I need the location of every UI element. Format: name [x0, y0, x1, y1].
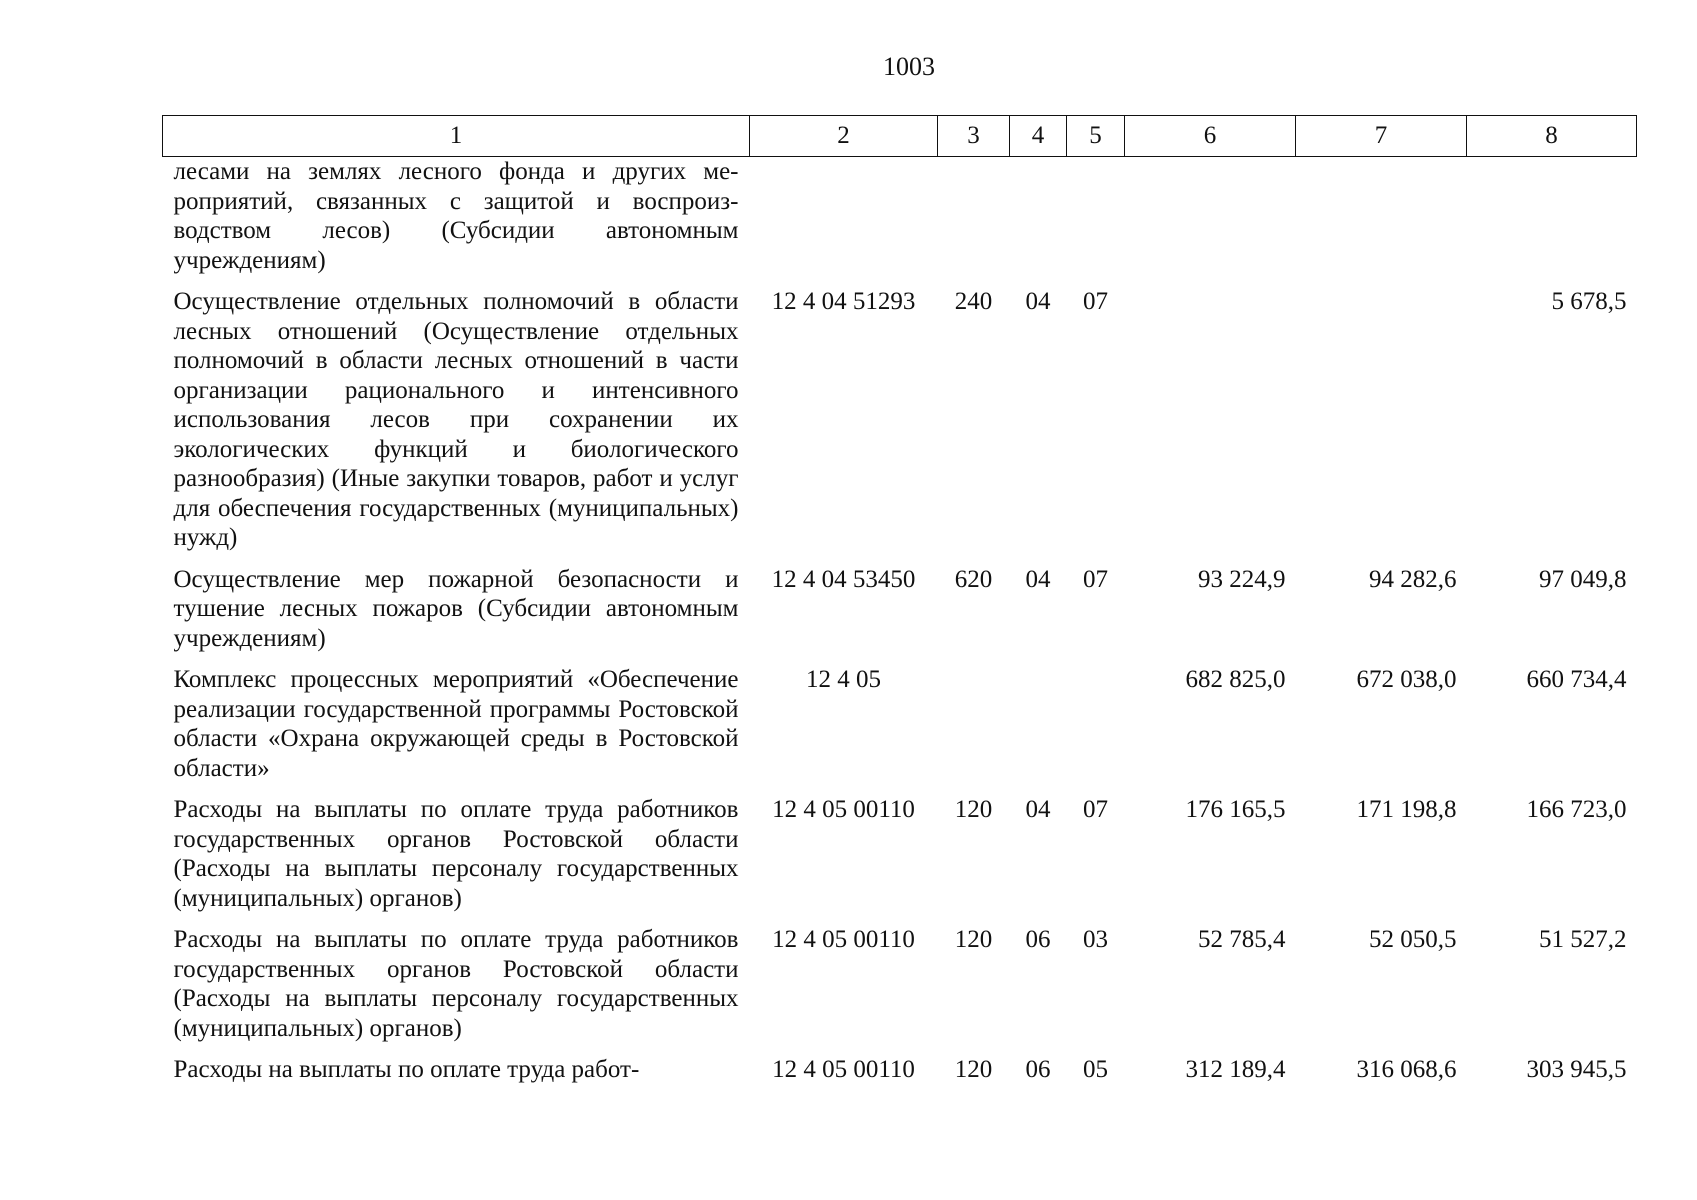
column-header-6: 6: [1125, 116, 1296, 157]
row-amount-year3: 5 678,5: [1551, 288, 1627, 315]
row-name: лесами на землях лесного фонда и других мероприятий, связанных с защитой и воспроизводством лесов) (Субсидии автономным учреждениям): [173, 158, 739, 274]
budget-table: [162, 115, 1637, 1097]
row-amount-year1: [1125, 157, 1296, 288]
row-expense-type: 620: [954, 565, 993, 593]
header-row: [163, 116, 1637, 157]
table-row: [163, 665, 1637, 795]
row-name: Комплекс процессных мероприятий «Обеспечение реализации государственной программы Ростовской области «Охрана окружающей среды в Ростовской области»: [173, 666, 739, 782]
row-section: [1010, 157, 1067, 288]
row-name: Осуществление мер пожарной безопасности и тушение лесных пожаров (Субсидии автономным учреждениям): [173, 565, 739, 652]
row-subsection: 03: [1083, 926, 1108, 953]
row-name: Расходы на выплаты по оплате труда работ-: [173, 1056, 640, 1083]
row-amount-year3: [1467, 157, 1637, 288]
row-code: 12 4 05 00110: [772, 1056, 915, 1083]
column-header-7: 7: [1296, 116, 1467, 157]
row-code: 12 4 05: [806, 666, 881, 693]
row-section: 04: [1025, 796, 1051, 823]
row-expense-type: 120: [954, 926, 993, 953]
row-amount-year2: 672 038,0: [1356, 666, 1457, 693]
row-amount-year1: 93 224,9: [1198, 565, 1286, 593]
row-amount-year1: 176 165,5: [1185, 796, 1286, 823]
row-subsection: 05: [1083, 1056, 1108, 1083]
table-row: [163, 565, 1637, 666]
row-amount-year3: 166 723,0: [1526, 796, 1627, 823]
row-subsection: 07: [1083, 796, 1108, 823]
row-section: 06: [1025, 926, 1051, 953]
row-expense-type: 120: [954, 796, 993, 823]
page-number: 1003: [883, 52, 935, 81]
row-section: [1010, 665, 1067, 795]
row-expense-type: [938, 157, 1010, 288]
table-row: [163, 287, 1637, 565]
row-amount-year3: 660 734,4: [1526, 666, 1627, 693]
row-name: Осуществление отдельных полномочий в области лесных отношений (Осуществление отдельных полномочий в области лесных отношений в части организации рационального и интенсивного использования лесов при сохранении их экологических функций и биологического разнообразия) (Иные закупки товаров, работ и услуг для обеспечения государственных (муниципальных) нужд): [173, 288, 739, 551]
table-body: [163, 157, 1637, 1097]
table-header: [163, 116, 1637, 157]
row-amount-year1: 682 825,0: [1185, 666, 1286, 693]
row-code: 12 4 04 51293: [771, 288, 916, 315]
row-amount-year2: 171 198,8: [1356, 796, 1457, 823]
row-amount-year2: 316 068,6: [1356, 1056, 1457, 1083]
row-code: 12 4 05 00110: [772, 926, 915, 953]
table-row: [163, 157, 1637, 288]
row-amount-year2: [1296, 157, 1467, 288]
row-section: 06: [1025, 1056, 1051, 1083]
row-amount-year3: 303 945,5: [1526, 1056, 1627, 1083]
row-amount-year3: 97 049,8: [1539, 565, 1627, 593]
table-row: [163, 795, 1637, 925]
row-amount-year3: 51 527,2: [1539, 926, 1627, 953]
row-expense-type: 240: [954, 288, 993, 315]
column-header-2: 2: [750, 116, 938, 157]
column-header-3: 3: [938, 116, 1010, 157]
row-code: [750, 157, 938, 288]
row-section: 04: [1025, 288, 1051, 315]
row-subsection: 07: [1083, 288, 1108, 315]
row-code: 12 4 04 53450: [771, 565, 916, 593]
column-header-1: 1: [163, 116, 750, 157]
row-amount-year2: [1296, 287, 1467, 565]
row-amount-year1: 312 189,4: [1185, 1056, 1286, 1083]
row-amount-year2: 94 282,6: [1369, 565, 1457, 593]
column-header-4: 4: [1010, 116, 1067, 157]
row-name: Расходы на выплаты по оплате труда работников государственных органов Ростовской области (Расходы на выплаты персоналу государственных (муниципальных) органов): [173, 796, 739, 912]
row-code: 12 4 05 00110: [772, 796, 915, 823]
row-subsection: 07: [1083, 565, 1108, 593]
row-amount-year2: 52 050,5: [1369, 926, 1457, 953]
row-section: 04: [1025, 565, 1051, 593]
row-amount-year1: 52 785,4: [1198, 926, 1286, 953]
row-name: Расходы на выплаты по оплате труда работников государственных органов Ростовской области (Расходы на выплаты персоналу государственных (муниципальных) органов): [173, 926, 739, 1042]
row-expense-type: 120: [954, 1056, 993, 1083]
column-header-8: 8: [1467, 116, 1637, 157]
row-amount-year1: [1125, 287, 1296, 565]
table-row: [163, 1055, 1637, 1097]
row-subsection: [1067, 665, 1125, 795]
table-row: [163, 925, 1637, 1055]
row-subsection: [1067, 157, 1125, 288]
row-expense-type: [938, 665, 1010, 795]
column-header-5: 5: [1067, 116, 1125, 157]
